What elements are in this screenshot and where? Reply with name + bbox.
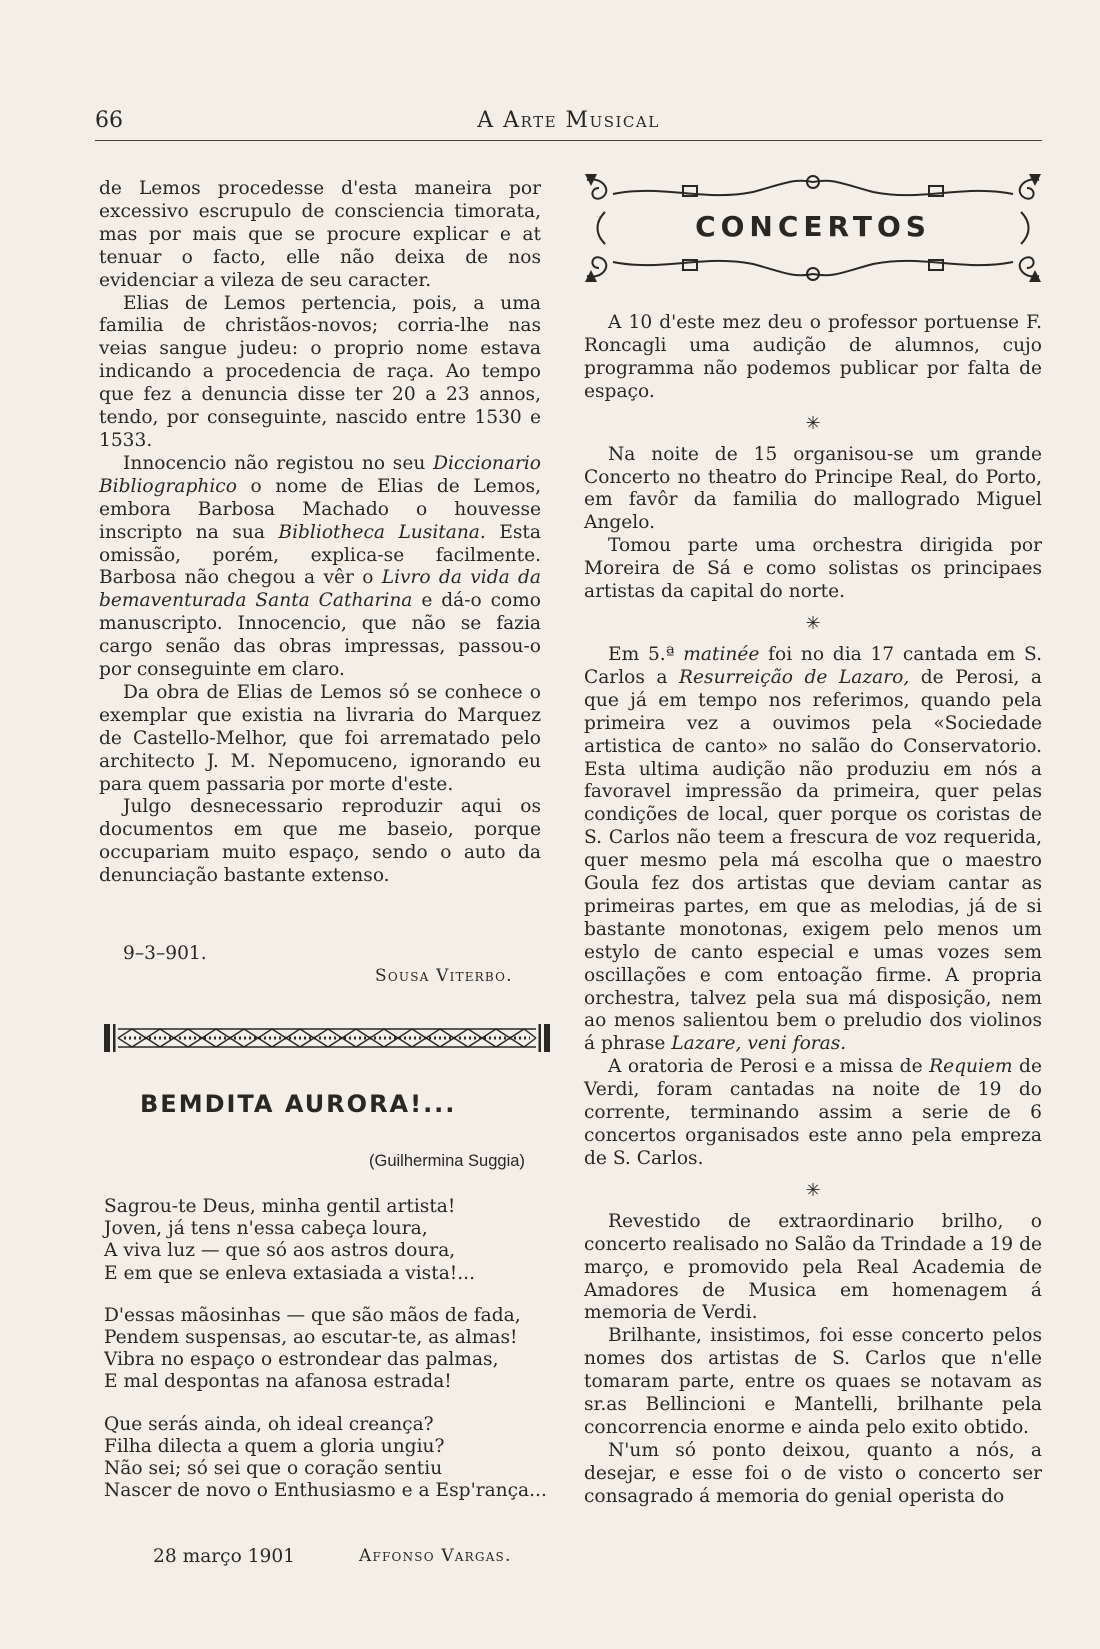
header-rule — [95, 140, 1042, 141]
paragraph: A 10 d'este mez deu o professor portuense F. Roncagli uma audição de alumnos, cujo programma não podemos publicar por falta de espaço. — [584, 312, 1042, 402]
poem-author: Affonso Vargas. — [359, 1546, 512, 1566]
poem-line: E mal despontas na afanosa estrada! — [104, 1371, 452, 1393]
paragraph: Tomou parte uma orchestra dirigida por Moreira de Sá e como solistas os principaes artistas da capital do norte. — [584, 535, 1042, 603]
paragraph: Innocencio não registou no seu Diccionario Bibliographico o nome de Elias de Lemos, embora Barbosa Machado o houvesse inscripto na sua Bibliotheca Lusitana. Esta omissão, porém, explica-se facilmente. Barbosa não chegou a vêr o Livro da vida da bemaventurada Santa Catharina e dá-o como manuscripto. Innocencio, que não se fazia cargo senão das obras impressas, passou-o por conseguinte em claro. — [99, 452, 541, 681]
paragraph: N'um só ponto deixou, quanto a nós, a desejar, e esse foi o de visto o concerto ser consagrado á memoria do genial operista do — [584, 1439, 1042, 1507]
left-column — [99, 178, 541, 888]
book-title: Livro da vida da bemaventurada Santa Catharina — [99, 567, 541, 612]
article-author: Sousa Viterbo. — [375, 966, 513, 986]
poem-line: Joven, já tens n'essa cabeça loura, — [104, 1218, 428, 1240]
poem-line: Nascer de novo o Enthusiasmo e a Esp'rança... — [104, 1480, 547, 1502]
poem-stanza — [104, 1305, 564, 1394]
section-separator: ✳ — [805, 412, 821, 434]
right-column — [584, 312, 1042, 1509]
paragraph: Revestido de extraordinario brilho, o concerto realisado no Salão da Trindade a 19 de março, e promovido pela Real Academia de Amadores de Musica em homenagem á memoria de Verdi. — [584, 1210, 1042, 1324]
section-title: CONCERTOS — [695, 210, 931, 243]
section-separator: ✳ — [805, 1179, 821, 1201]
paragraph: Elias de Lemos pertencia, pois, a uma familia de christãos-novos; corria-lhe nas veias sangue judeu: o proprio nome estava indicando a procedencia de raça. Ao tempo que fez a denuncia disse ter 20 a 23 annos, tendo, por conseguinte, nascido entre 1530 e 1533. — [99, 292, 541, 451]
poem-date: 28 março 1901 — [153, 1546, 296, 1567]
poem-line: D'essas mãosinhas — que são mãos de fada, — [104, 1304, 521, 1326]
book-title: Bibliotheca Lusitana. — [278, 521, 486, 543]
paragraph: Em 5.ª matinée foi no dia 17 cantada em S. Carlos a Resurreição de Lazaro, de Perosi, a que já em tempo nos referimos, quando pela primeira vez a ouvimos pela «Sociedade artistica de canto» no salão do Conservatorio. Esta ultima audição não produziu em nós a favoravel impressão da primeira, quer pelas condições de local, quer porque os coristas de S. Carlos não teem a frescura de voz requerida, quer mesmo pela má escolha que o maestro Goula fez dos artistas que deviam cantar as primeiras partes, em que as melodias, já de si bastante monotonas, exigem pelo menos um estylo de canto especial e umas vozes sem oscillações e com entoação firme. A propria orchestra, talvez pela sua má disposição, nem ao menos salientou bem o preludio dos violinos á phrase Lazare, veni foras. — [584, 643, 1042, 1055]
paragraph: Julgo desnecessario reproduzir aqui os documentos em que me baseio, porque occupariam muito espaço, sendo o auto da denunciação bastante extenso. — [99, 796, 541, 887]
paragraph: Na noite de 15 organisou-se um grande Concerto no theatro do Principe Real, do Porto, em favôr da familia do mallogrado Miguel Angelo. — [584, 443, 1042, 534]
section-banner — [583, 172, 1043, 284]
poem-line: Não sei; só sei que o coração sentiu — [104, 1458, 443, 1480]
poem-stanza — [104, 1196, 564, 1285]
poem-line: E em que se enleva extasiada a vista!... — [104, 1262, 475, 1284]
book-title: Diccionario Bibliographico — [99, 452, 541, 497]
poem-line: Filha dilecta a quem a gloria ungiu? — [104, 1435, 445, 1457]
poem-dedication: (Guilhermina Suggia) — [369, 1152, 525, 1170]
poem-line: Vibra no espaço o estrondear das palmas, — [104, 1349, 499, 1371]
article-date: 9–3–901. — [123, 943, 207, 964]
ornamental-divider — [104, 1020, 550, 1056]
poem-stanza — [104, 1414, 564, 1503]
poem-line: A viva luz — que só aos astros doura, — [104, 1240, 456, 1262]
poem-line: Pendem suspensas, ao escutar-te, as almas! — [104, 1327, 518, 1349]
section-separator: ✳ — [805, 612, 821, 634]
paragraph: A oratoria de Perosi e a missa de Requiem de Verdi, foram cantadas na noite de 19 do corrente, terminando assim a serie de 6 concertos organisados este anno pela empreza de S. Carlos. — [584, 1056, 1042, 1169]
paragraph: de Lemos procedesse d'esta maneira por excessivo escrupulo de consciencia timorata, mas por mais que se procure explicar e at tenuar o facto, elle não deixa de nos evidenciar a vileza de seu caracter. — [99, 178, 541, 291]
poem-body — [104, 1196, 564, 1522]
page-number: 66 — [95, 108, 123, 133]
paragraph: Brilhante, insistimos, foi esse concerto pelos nomes dos artistas de S. Carlos que n'elle tomaram parte, entre os quaes se notavam as sr.as Bellincioni e Mantelli, brilhante pela concorrencia enorme e ainda pelo exito obtido. — [584, 1325, 1042, 1438]
poem-line: Sagrou-te Deus, minha gentil artista! — [104, 1196, 456, 1217]
journal-title: A Arte Musical — [477, 108, 660, 133]
page-header — [95, 108, 1042, 138]
poem-title: BEMDITA AURORA!... — [140, 1090, 457, 1118]
poem-line: Que serás ainda, oh ideal creança? — [104, 1413, 434, 1435]
paragraph: Da obra de Elias de Lemos só se conhece o exemplar que existia na livraria do Marquez de Castello-Melhor, que foi arrematado pelo architecto J. M. Nepomuceno, ignorando eu para quem passaria por morte d'este. — [99, 681, 541, 795]
